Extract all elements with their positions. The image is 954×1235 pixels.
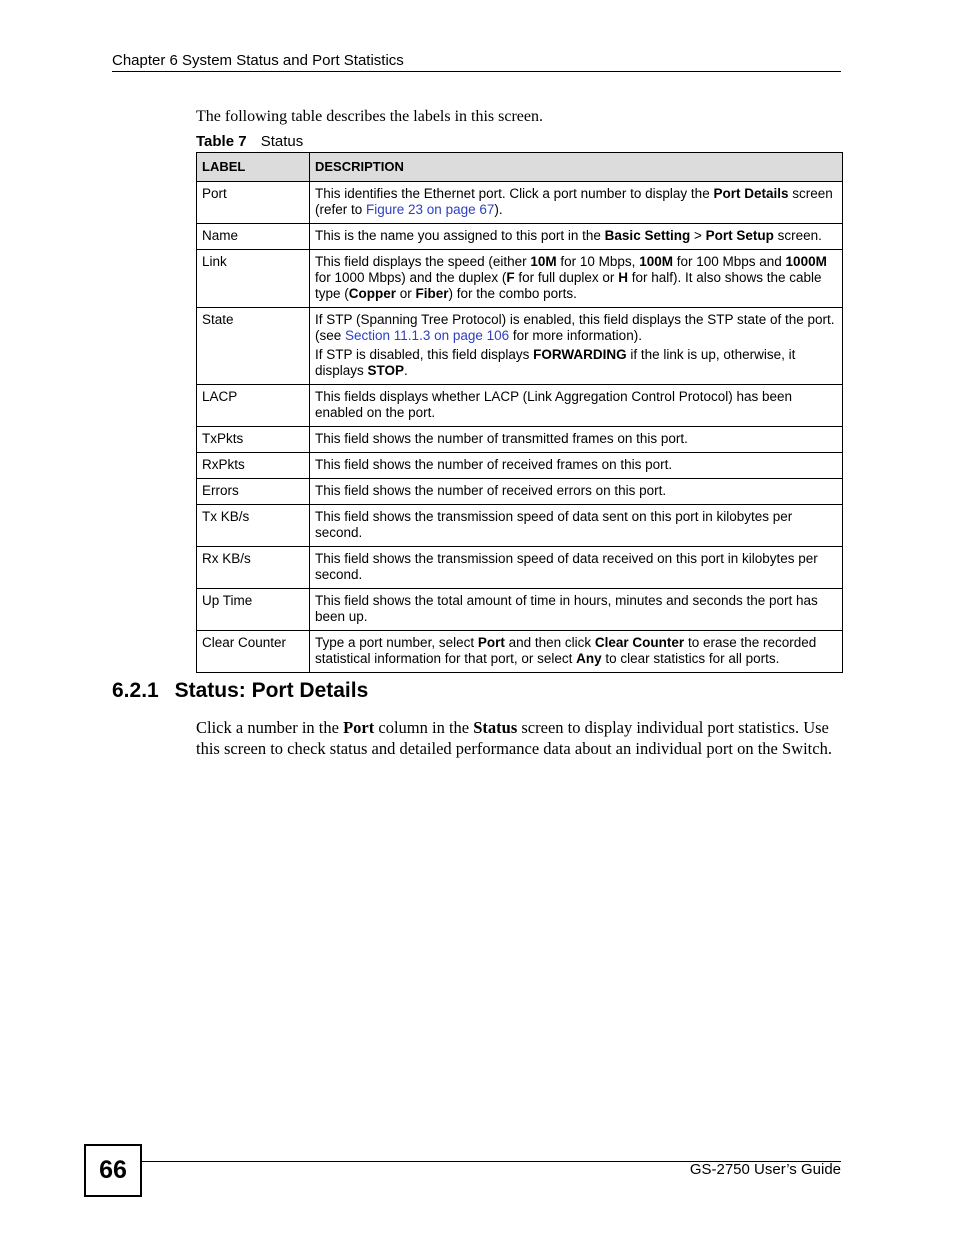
row-label: Tx KB/s	[197, 505, 310, 547]
row-label: Port	[197, 182, 310, 224]
text-run: for more information).	[509, 328, 642, 343]
text-run: This field shows the number of transmitted frames on this port.	[315, 431, 688, 446]
description-paragraph	[315, 389, 837, 421]
row-description	[310, 308, 843, 385]
bold-term: Clear Counter	[594, 635, 685, 650]
cross-reference-link[interactable]: Figure 23 on page 67	[366, 202, 495, 217]
section-heading	[112, 679, 368, 703]
text-run: If STP (Spanning Tree Protocol) is enabled, this field displays the STP state of the port. (see	[315, 312, 835, 343]
bold-term: Copper	[348, 286, 397, 301]
text-run: This is the name you assigned to this port in the	[315, 228, 605, 243]
status-table	[196, 152, 843, 673]
bold-term: Port	[477, 635, 505, 650]
description-paragraph	[315, 228, 837, 244]
bold-term: Port Setup	[705, 228, 774, 243]
description-paragraph	[315, 431, 837, 447]
table-body	[197, 182, 843, 673]
bold-term: 1000M	[785, 254, 827, 269]
bold-term: 100M	[639, 254, 673, 269]
table-row	[197, 182, 843, 224]
row-label: TxPkts	[197, 427, 310, 453]
row-label: Link	[197, 250, 310, 308]
description-paragraph	[315, 457, 837, 473]
text-run: This field shows the transmission speed of data sent on this port in kilobytes per second.	[315, 509, 793, 540]
bold-term: Status	[473, 718, 518, 737]
table-row	[197, 547, 843, 589]
row-description	[310, 224, 843, 250]
row-label: Rx KB/s	[197, 547, 310, 589]
row-description	[310, 453, 843, 479]
bold-term: H	[618, 270, 628, 285]
row-description	[310, 479, 843, 505]
row-label: Name	[197, 224, 310, 250]
table-caption-title: Status	[260, 133, 304, 150]
text-run: This field shows the number of received errors on this port.	[315, 483, 667, 498]
description-paragraph	[315, 509, 837, 541]
table-row	[197, 308, 843, 385]
text-run: screen to display individual port statistics. Use this screen to check status and detailed performance data about an individual port on the Switch.	[196, 718, 832, 758]
row-label: State	[197, 308, 310, 385]
table-header-row	[197, 153, 843, 182]
row-description	[310, 505, 843, 547]
text-run: If STP is disabled, this field displays	[315, 347, 534, 362]
text-run: column in the	[374, 718, 474, 737]
intro-text: The following table describes the labels in this screen.	[196, 108, 544, 125]
column-header-description: DESCRIPTION	[310, 153, 843, 182]
row-label: Up Time	[197, 589, 310, 631]
bold-term: STOP	[367, 363, 405, 378]
text-run: This field displays the speed (either	[315, 254, 531, 269]
description-paragraph	[315, 551, 837, 583]
text-run: >	[690, 228, 706, 243]
row-description	[310, 250, 843, 308]
section-number: 6.2.1	[112, 679, 159, 702]
cross-reference-link[interactable]: Section 11.1.3 on page 106	[345, 328, 510, 343]
row-description	[310, 182, 843, 224]
bold-term: Any	[576, 651, 602, 666]
section-paragraph	[196, 718, 844, 759]
table-row	[197, 224, 843, 250]
text-run: and then click	[504, 635, 595, 650]
row-description	[310, 547, 843, 589]
table-row	[197, 589, 843, 631]
text-run: to clear statistics for all ports.	[601, 651, 780, 666]
text-run: for 10 Mbps,	[556, 254, 640, 269]
table-caption	[196, 133, 303, 150]
description-paragraph	[315, 312, 837, 344]
text-run: for 100 Mbps and	[672, 254, 786, 269]
row-description	[310, 589, 843, 631]
text-run: Click a number in the	[196, 718, 344, 737]
header-rule	[112, 71, 841, 72]
bold-term: 10M	[530, 254, 557, 269]
row-description	[310, 427, 843, 453]
text-run: Type a port number, select	[315, 635, 478, 650]
table-row	[197, 505, 843, 547]
text-run: for 1000 Mbps) and the duplex (	[315, 270, 507, 285]
row-label: Clear Counter	[197, 631, 310, 673]
text-run: .	[404, 363, 408, 378]
description-paragraph	[315, 483, 837, 499]
text-run: ) for the combo ports.	[448, 286, 577, 301]
text-run: This field shows the transmission speed of data received on this port in kilobytes per second.	[315, 551, 818, 582]
description-paragraph	[315, 635, 837, 667]
row-description	[310, 385, 843, 427]
table-row	[197, 427, 843, 453]
row-label: Errors	[197, 479, 310, 505]
text-run: This field shows the total amount of time in hours, minutes and seconds the port has been up.	[315, 593, 818, 624]
column-header-label: LABEL	[197, 153, 310, 182]
bold-term: Port Details	[713, 186, 789, 201]
bold-term: Fiber	[415, 286, 449, 301]
description-paragraph	[315, 347, 837, 379]
description-paragraph	[315, 186, 837, 218]
row-label: RxPkts	[197, 453, 310, 479]
text-run: screen.	[773, 228, 822, 243]
text-run: or	[396, 286, 416, 301]
table-row	[197, 250, 843, 308]
text-run: for half). It also shows the cable type (	[315, 270, 822, 301]
bold-term: Port	[343, 718, 375, 737]
description-paragraph	[315, 593, 837, 625]
section-title: Status: Port Details	[174, 679, 369, 702]
table-row	[197, 385, 843, 427]
row-description	[310, 631, 843, 673]
footer-guide-title: GS-2750 User’s Guide	[689, 1161, 841, 1178]
text-run: This field shows the number of received frames on this port.	[315, 457, 673, 472]
table-row	[197, 453, 843, 479]
table-row	[197, 479, 843, 505]
text-run: for full duplex or	[514, 270, 619, 285]
text-run: This fields displays whether LACP (Link Aggregation Control Protocol) has been enabled on the port.	[315, 389, 793, 420]
text-run: ).	[494, 202, 503, 217]
page-number: 66	[84, 1144, 142, 1197]
table-row	[197, 631, 843, 673]
text-run: This identifies the Ethernet port. Click a port number to display the	[315, 186, 714, 201]
bold-term: F	[506, 270, 515, 285]
bold-term: FORWARDING	[533, 347, 627, 362]
row-label: LACP	[197, 385, 310, 427]
text-run: screen (refer to	[315, 186, 833, 217]
text-run: if the link is up, otherwise, it displays	[315, 347, 796, 378]
bold-term: Basic Setting	[604, 228, 691, 243]
table-caption-number: Table 7	[196, 133, 247, 150]
running-header: Chapter 6 System Status and Port Statistics	[112, 52, 404, 69]
text-run: to erase the recorded statistical information for that port, or select	[315, 635, 817, 666]
description-paragraph	[315, 254, 837, 302]
